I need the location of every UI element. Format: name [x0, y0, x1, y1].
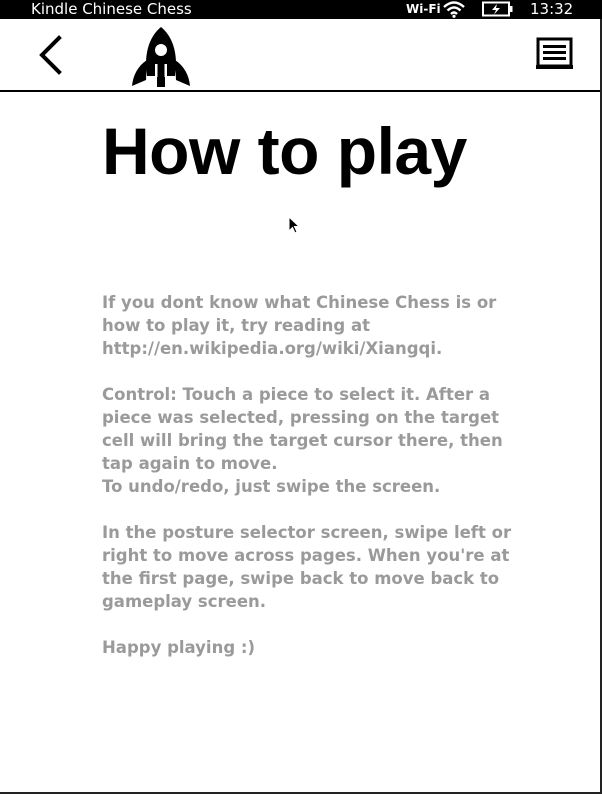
paragraph-intro: [102, 291, 502, 360]
paragraph-posture-selector: [102, 521, 512, 613]
text-line: tap again to move.: [102, 454, 278, 473]
text-line: If you dont know what Chinese Chess is or: [102, 293, 497, 312]
menu-list-icon: [532, 37, 578, 75]
text-line: Happy playing :): [102, 638, 256, 657]
paragraph-control: [102, 383, 502, 498]
rocket-icon: [128, 24, 194, 88]
text-line: piece was selected, pressing on the target: [102, 408, 500, 427]
text-line: cell will bring the target cursor there, then: [102, 431, 503, 450]
text-line: http://en.wikipedia.org/wiki/Xiangqi.: [102, 339, 443, 358]
paragraph-closing: [102, 636, 502, 659]
mouse-pointer-icon: [288, 216, 300, 238]
text-line: right to move across pages. When you're at: [102, 546, 510, 565]
battery-charging-icon: [482, 1, 514, 21]
status-time: 13:32: [530, 0, 574, 18]
menu-button[interactable]: [532, 37, 578, 75]
rocket-logo: [128, 24, 194, 88]
text-line: To undo/redo, just swipe the screen.: [102, 477, 441, 496]
status-app-name: Kindle Chinese Chess: [31, 0, 192, 18]
top-toolbar: [0, 19, 602, 92]
page-title: How to play: [102, 114, 467, 188]
text-line: how to play it, try reading at: [102, 316, 370, 335]
chevron-left-icon: [30, 33, 70, 77]
text-line: Control: Touch a piece to select it. After a: [102, 385, 491, 404]
status-bar: [0, 0, 602, 19]
text-line: In the posture selector screen, swipe left or: [102, 523, 512, 542]
text-line: gameplay screen.: [102, 592, 267, 611]
wifi-label: Wi-Fi: [406, 2, 441, 16]
text-line: the first page, swipe back to move back to: [102, 569, 500, 588]
back-button[interactable]: [30, 33, 70, 77]
